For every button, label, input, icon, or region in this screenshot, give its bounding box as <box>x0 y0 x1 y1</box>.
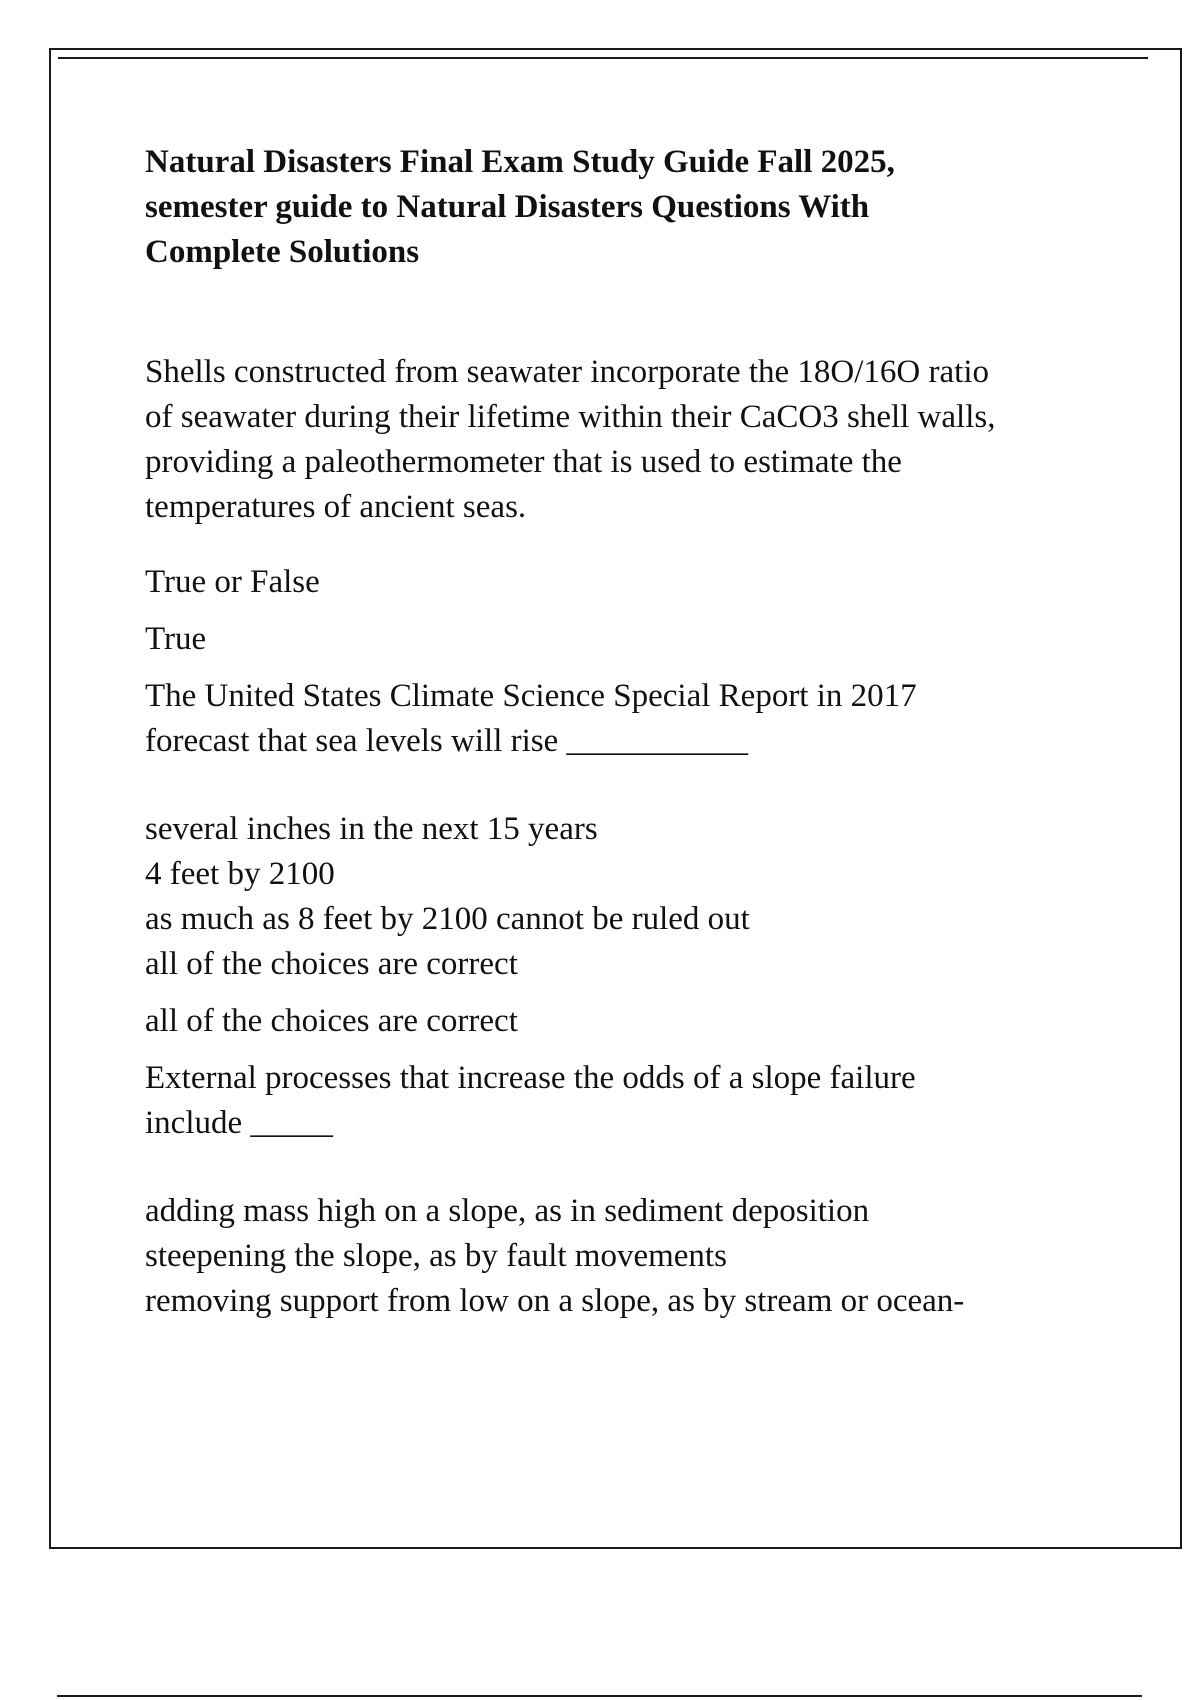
question-3-choices <box>145 1189 1105 1324</box>
question-text-line: The United States Climate Science Special Report in 2017 <box>145 678 917 714</box>
choice: removing support from low on a slope, as by stream or ocean- <box>145 1283 965 1319</box>
question-text-line: providing a paleothermometer that is used to estimate the <box>145 444 902 480</box>
question-2 <box>145 674 1105 764</box>
title-line: semester guide to Natural Disasters Questions With <box>145 189 870 225</box>
question-text-line: temperatures of ancient seas. <box>145 489 527 525</box>
question-text-line: include _____ <box>145 1105 333 1141</box>
question-2-answer: all of the choices are correct <box>145 1003 518 1039</box>
question-1-answer: True <box>145 621 207 657</box>
question-text-line: forecast that sea levels will rise ___________ <box>145 723 749 759</box>
question-text-line: of seawater during their lifetime within their CaCO3 shell walls, <box>145 399 996 435</box>
question-1 <box>145 350 1105 530</box>
footer-rule <box>57 1695 1142 1697</box>
title-line: Complete Solutions <box>145 234 420 270</box>
question-3 <box>145 1056 1105 1146</box>
choice: as much as 8 feet by 2100 cannot be ruled out <box>145 901 750 937</box>
choice: steepening the slope, as by fault movements <box>145 1238 727 1274</box>
title-line: Natural Disasters Final Exam Study Guide Fall 2025, <box>145 144 895 180</box>
question-2-choices <box>145 807 1105 987</box>
question-text-line: Shells constructed from seawater incorporate the 18O/16O ratio <box>145 354 989 390</box>
choice: adding mass high on a slope, as in sediment deposition <box>145 1193 870 1229</box>
document-body <box>145 140 1105 1324</box>
document-title <box>145 140 1105 275</box>
choice: several inches in the next 15 years <box>145 811 598 847</box>
choice: all of the choices are correct <box>145 946 518 982</box>
question-1-prompt: True or False <box>145 564 320 600</box>
question-text-line: External processes that increase the odds of a slope failure <box>145 1060 916 1096</box>
header-rule <box>58 57 1148 59</box>
choice: 4 feet by 2100 <box>145 856 335 892</box>
